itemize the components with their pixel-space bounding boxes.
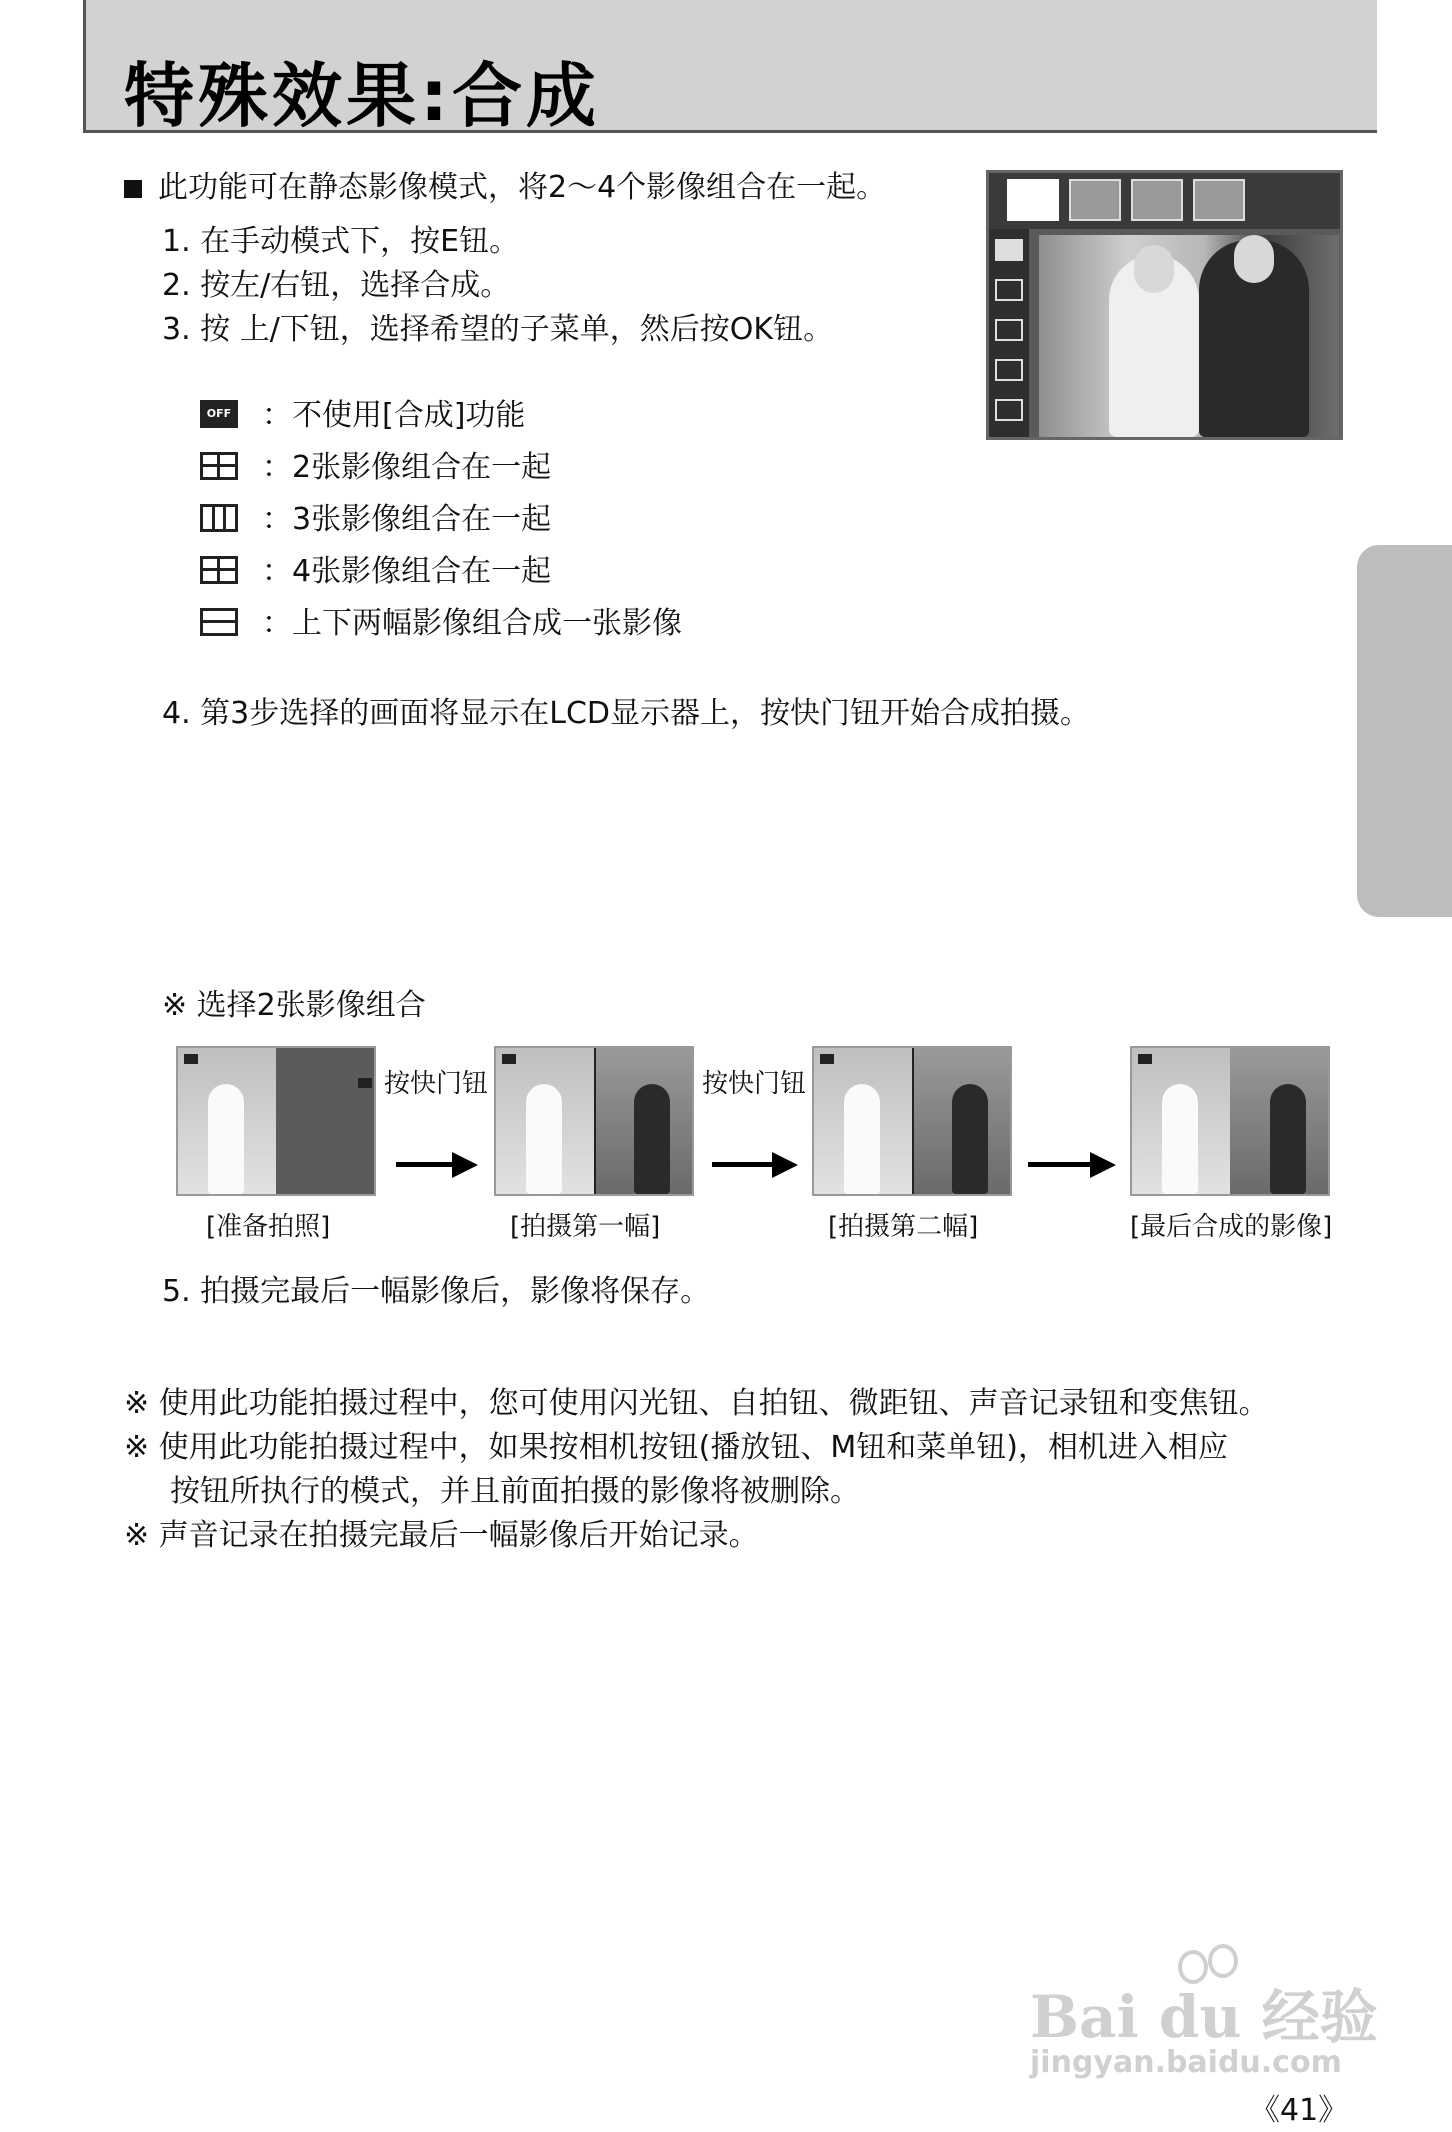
press-label-1: 按快门钮 xyxy=(384,1069,489,1099)
step-4: 4. 第3步选择的画面将显示在LCD显示器上，按快门钮开始合成拍摄。 xyxy=(162,696,1091,731)
step-5: 5. 拍摄完最后一幅影像后，影像将保存。 xyxy=(162,1274,711,1309)
off-icon xyxy=(995,239,1023,261)
two-frame-icon xyxy=(995,279,1023,301)
arrow-right-icon xyxy=(1028,1150,1116,1180)
four-frame-icon xyxy=(200,556,238,584)
two-frame-icon xyxy=(200,452,238,480)
section-side-tab xyxy=(1357,545,1452,917)
frame-tab-icon xyxy=(1193,179,1245,221)
four-frame-icon xyxy=(995,359,1023,381)
thumb-second-shot xyxy=(812,1046,1012,1196)
caption-final: [最后合成的影像] xyxy=(1130,1212,1333,1242)
option-off-text: ：不使用[合成]功能 xyxy=(262,398,526,433)
caption-first: [拍摄第一幅] xyxy=(510,1212,661,1242)
scene-tab-icon xyxy=(1069,179,1121,221)
caption-second: [拍摄第二幅] xyxy=(828,1212,979,1242)
page-number: 《41》 xyxy=(1250,2093,1349,2128)
thumb-first-shot xyxy=(494,1046,694,1196)
top-bottom-frame-icon xyxy=(995,399,1023,421)
three-frame-icon xyxy=(995,319,1023,341)
camera-menu-bar xyxy=(989,173,1340,229)
arrow-right-icon xyxy=(396,1150,478,1180)
groom-face xyxy=(1234,235,1274,283)
note-2-continued: 按钮所执行的模式，并且前面拍摄的影像将被删除。 xyxy=(170,1474,860,1509)
note-1: ※ 使用此功能拍摄过程中，您可使用闪光钮、自拍钮、微距钮、声音记录钮和变焦钮。 xyxy=(124,1386,1269,1421)
watermark-main: Bai du 经验 xyxy=(1030,1983,1378,2051)
step-2: 2. 按左/右钮，选择合成。 xyxy=(162,268,511,303)
option-three-text: ：3张影像组合在一起 xyxy=(262,502,552,537)
press-label-2: 按快门钮 xyxy=(702,1069,807,1099)
off-icon: OFF xyxy=(200,400,238,428)
step-1: 1. 在手动模式下，按E钮。 xyxy=(162,224,520,259)
camera-lcd-screenshot xyxy=(986,170,1343,440)
note-3: ※ 声音记录在拍摄完最后一幅影像后开始记录。 xyxy=(124,1518,759,1553)
couple-photo xyxy=(1039,235,1339,437)
three-frame-icon xyxy=(200,504,238,532)
caption-ready: [准备拍照] xyxy=(206,1212,331,1242)
thumb-final-composite xyxy=(1130,1046,1330,1196)
top-bottom-frame-icon xyxy=(200,608,238,636)
option-topbottom-text: ：上下两幅影像组合成一张影像 xyxy=(262,606,682,641)
option-four-text: ：4张影像组合在一起 xyxy=(262,554,552,589)
baidu-watermark xyxy=(1030,1950,1378,2100)
thumb-ready xyxy=(176,1046,376,1196)
arrow-right-icon xyxy=(712,1150,798,1180)
step-3: 3. 按 上/下钮，选择希望的子菜单，然后按OK钮。 xyxy=(162,312,834,347)
square-bullet-icon xyxy=(124,180,142,198)
intro-bullet-text: 此功能可在静态影像模式，将2～4个影像组合在一起。 xyxy=(158,170,887,205)
watermark-sub: jingyan.baidu.com xyxy=(1030,2045,1342,2080)
bride-face xyxy=(1134,245,1174,293)
option-two-text: ：2张影像组合在一起 xyxy=(262,450,552,485)
camera-submenu xyxy=(989,229,1029,439)
example-heading: ※ 选择2张影像组合 xyxy=(162,988,426,1023)
composite-tab-icon xyxy=(1007,179,1059,221)
effect-tab-icon xyxy=(1131,179,1183,221)
page-title: 特殊效果:合成 xyxy=(124,55,600,137)
note-2: ※ 使用此功能拍摄过程中，如果按相机按钮(播放钮、M钮和菜单钮)，相机进入相应 xyxy=(124,1430,1228,1465)
